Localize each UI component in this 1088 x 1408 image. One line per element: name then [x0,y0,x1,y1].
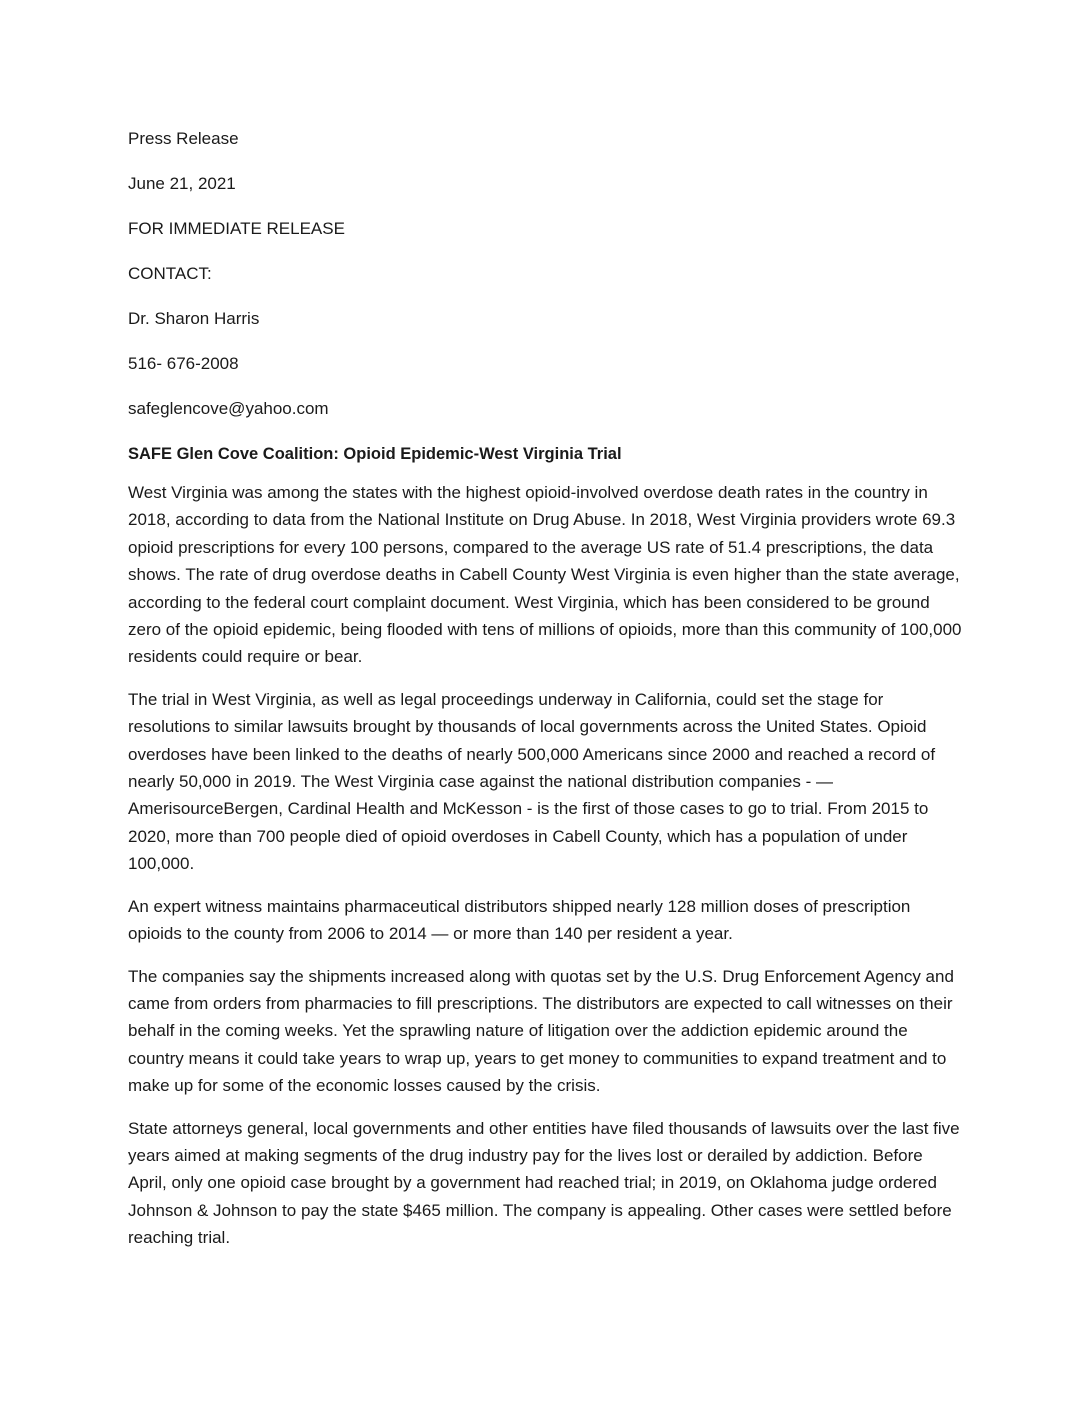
press-release-title: SAFE Glen Cove Coalition: Opioid Epidemic-West Virginia Trial [128,445,622,463]
release-date: June 21, 2021 [128,174,236,193]
contact-name: Dr. Sharon Harris [128,309,260,328]
body-paragraph-1: West Virginia was among the states with the highest opioid-involved overdose death rates in the country in 2018, according to data from the National Institute on Drug Abuse. In 2018, West Virginia providers wrote 69.3 opioid prescriptions for every 100 persons, compared to the average US rate of 51.4 prescriptions, the data shows. The rate of drug overdose deaths in Cabell County West Virginia is even higher than the state average, according to the federal court complaint document. West Virginia, which has been considered to be ground zero of the opioid epidemic, being flooded with tens of millions of opioids, more than this community of 100,000 residents could require or bear. [128,483,962,667]
body-paragraph-2: The trial in West Virginia, as well as legal proceedings underway in California, could set the stage for resolutions to similar lawsuits brought by thousands of local governments across the United States. Opioid overdoses have been linked to the deaths of nearly 500,000 Americans since 2000 and reached a record of nearly 50,000 in 2019. The West Virginia case against the national distribution companies - — AmerisourceBergen, Cardinal Health and McKesson - is the first of those cases to go to trial. From 2015 to 2020, more than 700 people died of opioid overdoses in Cabell County, which has a population of under 100,000. [128,689,936,874]
document-page [128,128,964,1267]
release-notice: FOR IMMEDIATE RELEASE [128,219,345,238]
body-paragraph-3: An expert witness maintains pharmaceutical distributors shipped nearly 128 million doses of prescription opioids to the county from 2006 to 2014 — or more than 140 per resident a year. [128,896,911,944]
press-release-label: Press Release [128,129,239,148]
contact-label: CONTACT: [128,264,212,283]
body-paragraph-5: State attorneys general, local governments and other entities have filed thousands of lawsuits over the last five years aimed at making segments of the drug industry pay for the lives lost or derailed by addiction. Before April, only one opioid case brought by a government had reached trial; in 2019, on Oklahoma judge ordered Johnson & Johnson to pay the state $465 million. The company is appealing. Other cases were settled before reaching trial. [128,1118,960,1248]
body-paragraph-4: The companies say the shipments increased along with quotas set by the U.S. Drug Enforcement Agency and came from orders from pharmacies to fill prescriptions. The distributors are expected to call witnesses on their behalf in the coming weeks. Yet the sprawling nature of litigation over the addiction epidemic around the country means it could take years to wrap up, years to get money to communities to expand treatment and to make up for some of the economic losses caused by the crisis. [128,966,954,1096]
contact-phone: 516- 676-2008 [128,354,239,373]
contact-email: safeglencove@yahoo.com [128,399,329,418]
